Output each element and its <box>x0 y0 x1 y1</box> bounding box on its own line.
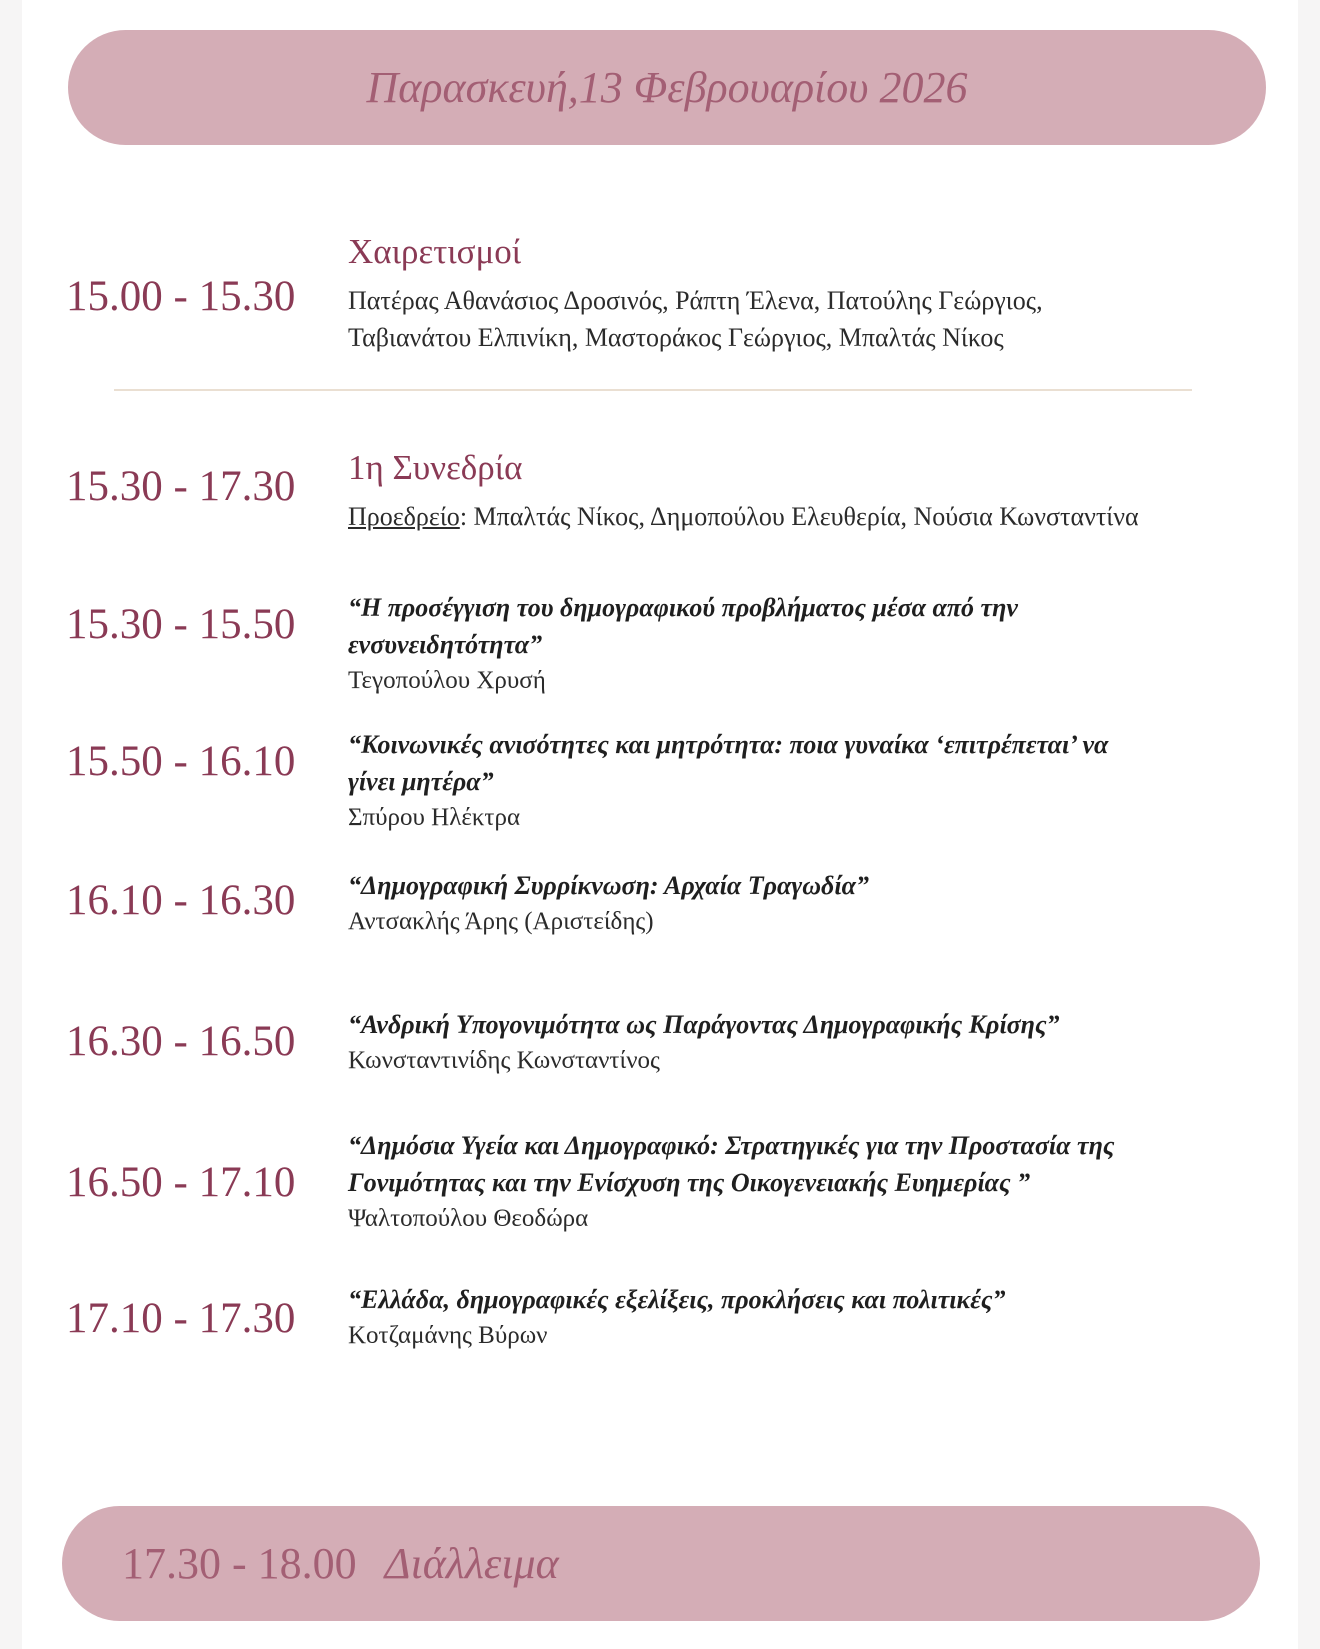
talk-title-line-2: γίνει μητέρα” <box>348 767 494 796</box>
talk-speaker: Κωνσταντινίδης Κωνσταντίνος <box>348 1047 660 1074</box>
talk-time: 17.10 - 17.30 <box>66 1295 296 1342</box>
talk-time: 16.10 - 16.30 <box>66 877 296 924</box>
greetings-title: Χαιρετισμοί <box>348 232 522 271</box>
talk-speaker: Αντσακλής Άρης (Αριστείδης) <box>348 908 654 935</box>
talk-title-line-1: “Δημογραφική Συρρίκνωση: Αρχαία Τραγωδία” <box>348 871 869 900</box>
talk-content <box>348 1128 1278 1236</box>
talk-speaker: Κοτζαμάνης Βύρων <box>348 1322 548 1349</box>
talk-content <box>348 1007 1278 1078</box>
talk-title-line-1: “Δημόσια Υγεία και Δημογραφικό: Στρατηγικές για την Προστασία της <box>348 1131 1115 1160</box>
talk-title-line-1: “Κοινωνικές ανισότητες και μητρότητα: ποια γυναίκα ‘επιτρέπεται’ να <box>348 730 1109 759</box>
section-divider <box>114 389 1192 391</box>
talk-title-line-1: “Ανδρική Υπογονιμότητα ως Παράγοντας Δημογραφικής Κρίσης” <box>348 1010 1060 1039</box>
talk-speaker: Τεγοπούλου Χρυσή <box>348 667 546 694</box>
session-1-presidium <box>348 498 1278 535</box>
talk-content <box>348 727 1278 835</box>
date-banner <box>68 30 1266 145</box>
talk-title-line-1: “Ελλάδα, δημογραφικές εξελίξεις, προκλήσεις και πολιτικές” <box>348 1285 1006 1314</box>
talk-time: 15.30 - 15.50 <box>66 601 296 648</box>
session-1-content <box>348 448 1278 535</box>
presidium-label: Προεδρείο <box>348 502 460 531</box>
talk-time: 15.50 - 16.10 <box>66 738 296 785</box>
break-time: 17.30 - 18.00 <box>122 1539 357 1588</box>
talk-content <box>348 1282 1278 1353</box>
talk-title-line-1: “Η προσέγγιση του δημογραφικού προβλήματος μέσα από την <box>348 593 1018 622</box>
greetings-line-2: Ταβιανάτου Ελπινίκη, Μαστοράκος Γεώργιος, Μπαλτάς Νίκος <box>348 323 1004 352</box>
talk-time: 16.30 - 16.50 <box>66 1018 296 1065</box>
break-banner <box>62 1506 1260 1621</box>
talk-title-line-2: ενσυνειδητότητα” <box>348 630 543 659</box>
talk-content <box>348 590 1278 698</box>
talk-speaker: Ψαλτοπούλου Θεοδώρα <box>348 1205 589 1232</box>
talk-title-line-2: Γονιμότητας και την Ενίσχυση της Οικογενειακής Ευημερίας ” <box>348 1168 1031 1197</box>
greetings-time: 15.00 - 15.30 <box>66 273 296 320</box>
break-label: Διάλλειμα <box>384 1539 559 1588</box>
presidium-members: : Μπαλτάς Νίκος, Δημοπούλου Ελευθερία, Νούσια Κωνσταντίνα <box>459 502 1139 531</box>
date-text: Παρασκευή,13 Φεβρουαρίου 2026 <box>366 63 968 112</box>
talk-time: 16.50 - 17.10 <box>66 1159 296 1206</box>
greetings-content <box>348 232 1278 356</box>
session-1-title: 1η Συνεδρία <box>348 448 523 487</box>
talk-speaker: Σπύρου Ηλέκτρα <box>348 804 521 831</box>
greetings-line-1: Πατέρας Αθανάσιος Δροσινός, Ράπτη Έλενα, Πατούλης Γεώργιος, <box>348 286 1043 315</box>
talk-content <box>348 868 1278 939</box>
session-1-time: 15.30 - 17.30 <box>66 463 296 510</box>
